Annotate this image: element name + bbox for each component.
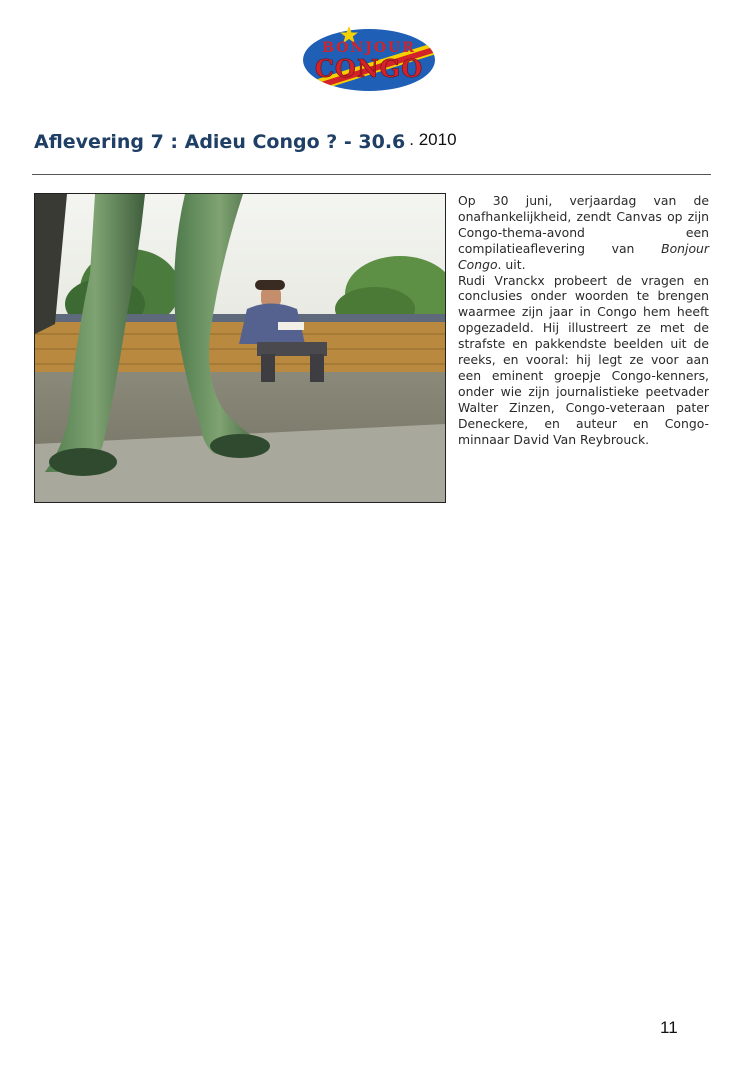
intro-text: Op 30 juni, verjaardag van de onafhankelijkheid, zendt Canvas op zijn Congo-thema-avond een compilatieaflevering van [458, 193, 709, 256]
episode-date-year: . 2010 [409, 130, 457, 149]
episode-photo [34, 193, 446, 503]
logo-emblem [302, 24, 436, 92]
heading-divider [32, 174, 711, 175]
intro-text-end: . uit. [497, 256, 526, 272]
episode-title: Aflevering 7 : Adieu Congo ? - 30.6 [34, 131, 406, 153]
series-title: Bonjour Congo [458, 240, 709, 272]
episode-heading [34, 131, 714, 153]
article-body [458, 193, 709, 448]
logo-line-congo: CONGO [314, 54, 424, 83]
article-paragraph-intro [458, 193, 709, 273]
logo-line-bonjour: BONJOUR [322, 40, 416, 56]
article-paragraph-main: Rudi Vranckx probeert de vragen en conclusies onder woorden te brengen waarmee zijn jaar in Congo hem heeft opgezadeld. Hij illustreert ze met de strafste en pakkendste beelden uit de reeks, en vooral: hij legt ze voor aan een eminent groepje Congo-kenners, onder wie zijn journalistieke peetvader Walter Zinzen, Congo-veteraan pater Deneckere, en auteur en Congo-minnaar David Van Reybrouck. [458, 272, 709, 447]
page-number: 11 [660, 1018, 678, 1037]
bonjour-congo-logo [302, 24, 436, 92]
